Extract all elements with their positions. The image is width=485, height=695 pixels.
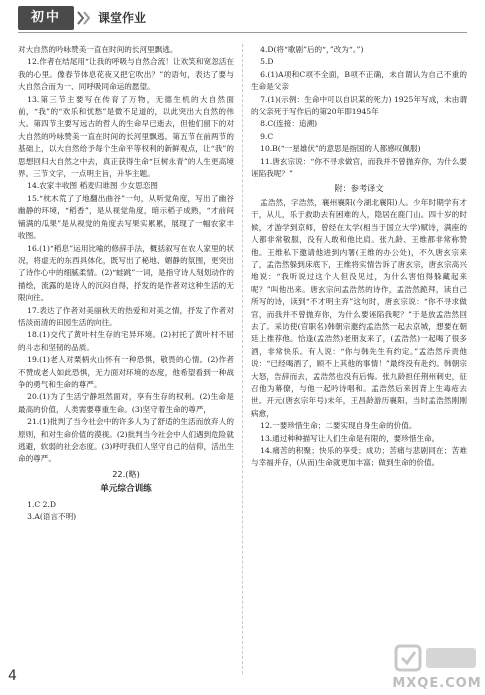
answer-paragraph: 13.第三节主要写在传育了万物，无德生机的大自然面前，“我”的“欢乐和忧愁”是微不足道的，以此突出大自然的伟大。第四节主要写远古的哲人的生命早已逝去，但他们留下的对大自然的吟咏赞美一直在时间的长河里飘逃。第五节在前两节的基础上，以大自然给予每个生命平等权利的新鲜观点，让“我”的思想回归大自然之中去，真正获得生命“巨树永青”的人生更高境界。三节文字，一点明主旨，升华主题。 [18,94,234,179]
answer-paragraph: 15.“枕木荒了了地翻出曲谷”一句，从听觉角度，写出了幽谷幽静的环境，“稻香”，是从视觉角度，暗示稻子成熟，“才前间铺满的瓜果”是从视觉的角度去写果实累累，展现了一幅农家丰收图。 [18,193,234,241]
answer-paragraph: 20.(1)为了生活宁静坦然面对，享有生存的权利。(2)生命是最高的价值，人类需要尊重生命。(3)坚守着生命的尊严， [18,392,234,414]
answer-paragraph: 14.农家丰收图 稻麦归谁图 少女思恋图 [27,181,158,191]
header-bar [18,6,467,30]
right-column [251,44,467,470]
answer-paragraph: 16.(1)“稻息”运用比喻的修辞手法，概括叙写在农人家里的状况，将虚无的东西具体化，既写出了秘地、媚静的氛围，更突出了诗作心中的细腻柔情。(2)“蛙跳”一词，是指守诗人刻划动作的描绘，流露的是诗人的沉闷自得，抒发的是作者对这种生活的无限向往。 [18,243,234,303]
answer-paragraph: 21.(1)批判了当今社会中的许多人为了舒适的生活而放弃人的原则，和对生命价值的漠视。(2)批判当今社会中人们遇到危险就逃避，软弱的社会态度。(3)呼吁我们人坚守自己的信仰，活出生命的尊严。 [18,417,234,464]
answer-paragraph: 1.C 2.D [27,499,56,509]
answer-paragraph: 13.通过种种描写让人们生命是有限的，要珍惜生命。 [260,433,440,443]
answer-paragraph: 12.一要珍惜生命；二要实现自身生命的价值。 [260,421,417,431]
watermark [392,640,482,692]
left-column [18,44,234,523]
answer-paragraph: 9.C [260,131,274,141]
answer-paragraph: 3.A(语言不明) [27,512,77,522]
answer-paragraph: 18.(1)交代了黄叶村生存的宅异环境。(2)衬托了黄叶村不屈的斗志和坚韧的品质。 [18,330,234,352]
unit-title: 单元综合训练 [100,484,152,495]
answer-paragraph: 19.(1)老人对栗柄火山怀有一种恐惧，敬畏的心情。(2)作者不赞成老人如此恐惧，无力面对环境的态度，他希望看到一种战争的勇气和生命的尊严。 [18,355,234,389]
answer-paragraph: 22.(略) [112,468,140,479]
reference-translation-heading: 附：参考译文 [334,183,384,194]
course-title: 课堂作业 [98,11,147,25]
answer-paragraph: 12.作者在结尾用“让我的呼吸与自然合流！让欢笑和宽忽活在我的心里。像春节体息花夜又把它吹出？”的语句，表达了要与大自然合而为一、同呼吸同命运的愿望。 [18,57,234,92]
answer-paragraph: 5.D [260,57,274,67]
answer-paragraph: 14.痛苦的积聚；快乐的享受；成功；苦痛与悲剧同在；苦难与幸福并存，(从而)生命就更加丰富；做到生命的价值。 [251,446,467,468]
watermark-logo-icon [392,640,482,676]
column-divider [242,44,243,674]
page-header [0,0,485,36]
answer-paragraph: 8.C(连接：追溯) [260,119,318,129]
double-chevron-icon [76,10,92,26]
answer-paragraph: 7.(1)(示例：生命中可以自识某的死力) 1925年写成，未由谓的父亲死于写作后的第20年即1945年 [251,94,467,117]
answer-paragraph: 6.(1)A项和C项不全面，B项不正确，未自谓认为自己不重的生命是父亲 [251,69,467,92]
answer-paragraph: 对大自然的吟咏赞美一直在时间的长河里飘逃。 [18,45,178,54]
watermark-text: MXQE.COM [392,676,482,691]
translation-paragraph: 孟浩然，字浩然，襄州襄阳(今湖北襄阳)人。少年时期学有才干，从儿，乐于救助去有困难的人，隐居在鹿门山。四十岁的时候，才游学到京师，曾经在太学(相当于国立大学)赋诗，满座的人都非常敬服，没有人敢和他比肩。张九龄、王维都非常称赞他。王维私下邀请他进到内署(王维的办公处)，不久唐玄宗来了，孟浩然躲到床底下，王维将实情告诉了唐玄宗，唐玄宗高兴地说：“我听说过这个人但没见过，为什么害怕得躲藏起来呢？”叫他出来。唐玄宗问孟浩然的诗作，孟浩然跪拜，读自己所写的诗，读到“不才明主弃”这句时，唐玄宗说：“你不寻求做官，而我并不曾抛弃你，为什么要诬陷我呢？”于是放孟浩然回去了。采访使(官职名)韩朝宗邀约孟浩然一起去京城，想要在朝廷上推荐他。恰逢(孟浩然)老朋友来了，(孟浩然)一起喝了很多酒，非常快乐。有人说：“你与韩先生有约定。”孟浩然斥责他说：“已经喝酒了，顾不上其他的事情！”最终没有赴约。韩朝宗大怒，告辞而去，孟浩然也没有后悔。张九龄担任荆州刺史，征召他为幕僚，与他一起吟诗唱和。孟浩然后来因背上生毒疮去世。开元(唐玄宗年号)末年，王昌龄游历襄阳，当时孟浩然刚刚病愈， [251,197,467,418]
answer-paragraph: 17.表达了作者对美丽秋天的热爱和对美之情，抒发了作者对恬淡而清的田园生活的向往。 [18,305,234,327]
answer-paragraph: 11.唐玄宗说：“你不寻求做官，而我并不曾抛弃你，为什么要诬陷我呢？” [251,156,467,179]
header-rule [18,32,467,33]
answer-paragraph: 4.D(将“歌剧”后的“，”改为“。”) [260,45,364,54]
answer-paragraph: 10.B(“一星雄伏”的意思是指国的人都感叹佩服) [260,144,421,154]
grade-badge: 初中 [18,6,74,30]
page-number: 4 [8,668,17,684]
